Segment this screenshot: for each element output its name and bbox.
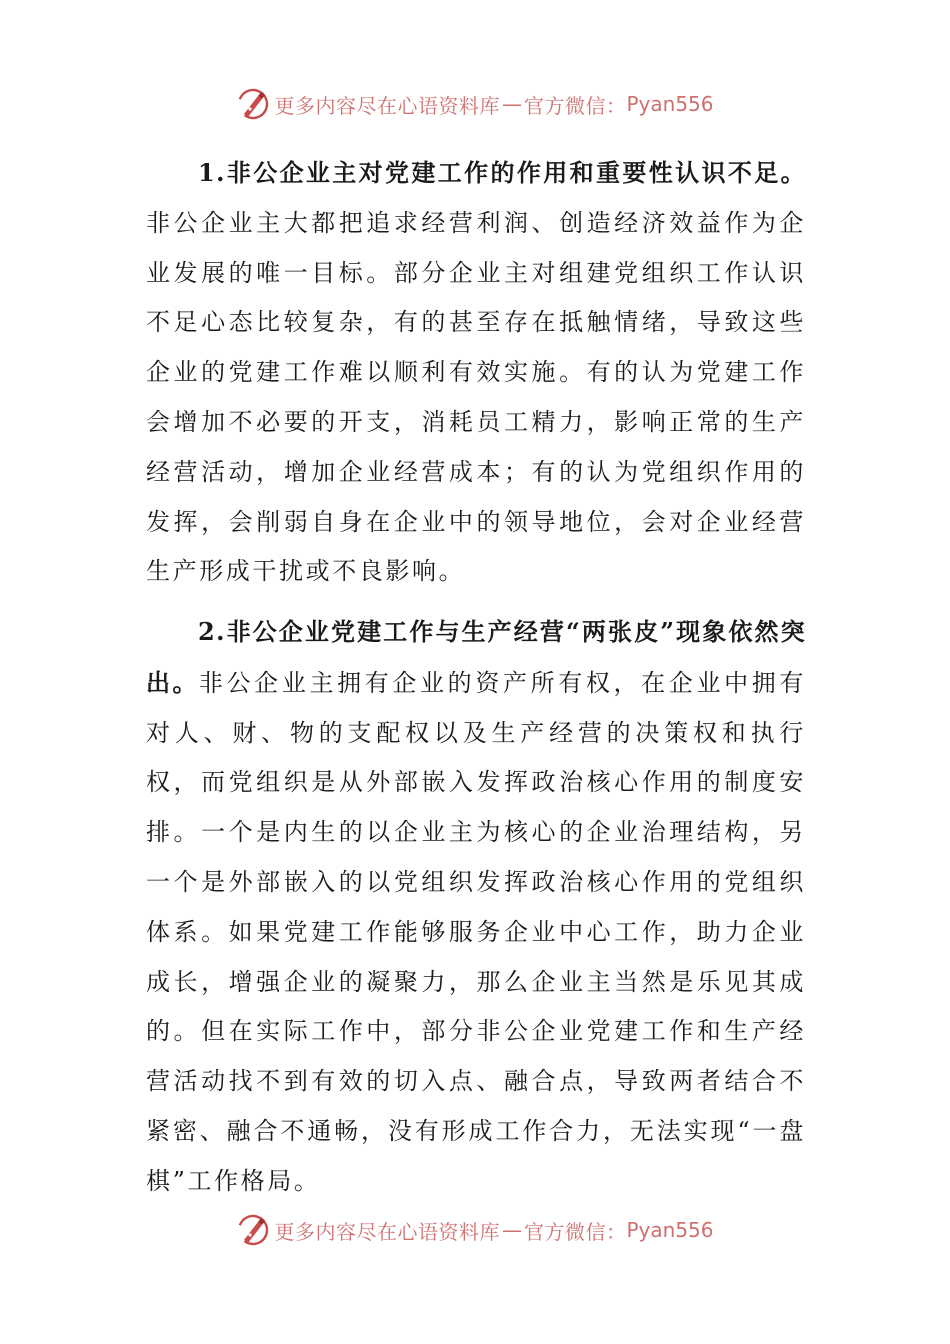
- watermark-banner-top: [0, 86, 950, 122]
- section-body: 非公企业主拥有企业的资产所有权，在企业中拥有对人、财、物的支配权以及生产经营的决策权和执行权，而党组织是从外部嵌入发挥政治核心作用的制度安排。一个是内生的以企业主为核心的企业治理结构，另一个是外部嵌入的以党组织发挥政治核心作用的党组织体系。如果党建工作能够服务企业中心工作，助力企业成长，增强企业的凝聚力，那么企业主当然是乐见其成的。但在实际工作中，部分非公企业党建工作和生产经营活动找不到有效的切入点、融合点，导致两者结合不紧密、融合不通畅，没有形成工作合力，无法实现“一盘棋”工作格局。: [146, 668, 806, 1195]
- watermark-label: 官方微信：: [523, 1219, 627, 1244]
- watermark-text: 更多内容尽在心语资料库: [274, 93, 500, 118]
- watermark-text: 更多内容尽在心语资料库: [274, 1219, 500, 1244]
- watermark-handle: Pyan556: [626, 92, 714, 116]
- watermark-handle: Pyan556: [626, 1218, 714, 1242]
- watermark-label: 官方微信：: [523, 93, 627, 118]
- section-1: [146, 148, 806, 597]
- watermark-separator: —: [501, 1218, 522, 1242]
- section-heading: 1.非公企业主对党建工作的作用和重要性认识不足。: [198, 158, 806, 187]
- pen-nib-logo-icon: [236, 87, 270, 121]
- watermark-separator: —: [501, 92, 522, 116]
- section-heading: 2.非公企业党建工作与生产经营“两张皮”现象依然突出。: [146, 617, 806, 697]
- section-2: [146, 607, 806, 1207]
- watermark-banner-bottom: [0, 1212, 950, 1248]
- pen-nib-logo-icon: [236, 1213, 270, 1247]
- section-body: 非公企业主大都把追求经营利润、创造经济效益作为企业发展的唯一目标。部分企业主对组建党组织工作认识不足心态比较复杂，有的甚至存在抵触情绪，导致这些企业的党建工作难以顺利有效实施。有的认为党建工作会增加不必要的开支，消耗员工精力，影响正常的生产经营活动，增加企业经营成本；有的认为党组织作用的发挥，会削弱自身在企业中的领导地位，会对企业经营生产形成干扰或不良影响。: [146, 208, 806, 586]
